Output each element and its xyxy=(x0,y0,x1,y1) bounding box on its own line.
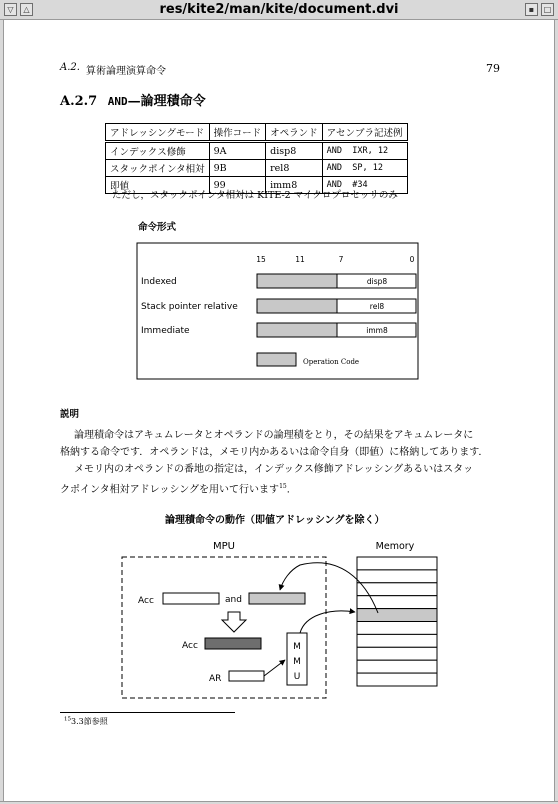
bit-label: 15 xyxy=(256,255,266,264)
table-header: オペランド xyxy=(266,124,323,142)
section-number: A.2.7 xyxy=(60,94,98,109)
table-cell: 9B xyxy=(209,160,266,177)
acc-register xyxy=(163,593,219,604)
memory-cell xyxy=(357,557,437,570)
table-cell: インデックス修飾 xyxy=(106,142,210,160)
mmu-letter: M xyxy=(293,642,301,652)
diagram-title: 論理積命令の動作（即値アドレッシングを除く） xyxy=(165,515,385,526)
section-mnemonic: AND xyxy=(107,95,128,108)
table-header: アセンブラ記述例 xyxy=(322,124,407,142)
format-row-label: Indexed xyxy=(141,277,177,287)
description-heading: 説明 xyxy=(60,409,80,420)
memory-cell xyxy=(357,634,437,647)
memory-cell xyxy=(357,660,437,673)
bit-label: 11 xyxy=(295,255,305,264)
minimize-button[interactable]: ▪ xyxy=(525,3,538,16)
table-cell: 即値 xyxy=(106,177,210,194)
ar-label: AR xyxy=(209,674,222,684)
memory-cell xyxy=(357,647,437,660)
mmu-to-memory-arrow xyxy=(300,611,355,633)
format-row-label: Stack pointer relative xyxy=(141,302,238,312)
memory-cell xyxy=(357,673,437,686)
format-row-label: Immediate xyxy=(141,326,190,336)
section-title: 論理積命令 xyxy=(140,94,206,109)
memory-cell xyxy=(357,583,437,596)
table-cell: 99 xyxy=(209,177,266,194)
header-section-name: 算術論理演算命令 xyxy=(86,66,166,77)
down-arrow-icon xyxy=(222,612,246,632)
footnote-rule xyxy=(60,712,235,713)
acc-result-label: Acc xyxy=(182,641,198,651)
memory-label: Memory xyxy=(375,541,415,552)
footnote-text: 3.3節参照 xyxy=(71,717,108,726)
ar-to-mmu-arrow xyxy=(264,660,285,676)
mmu-letter: U xyxy=(293,672,301,682)
description-end-punct: ． xyxy=(286,484,297,496)
window-title: res/kite2/man/kite/document.dvi xyxy=(159,2,399,17)
description-line: 論理積命令はアキュムレータとオペランドの論理積をとり，その結果をアキュムレータに xyxy=(74,430,474,441)
section-dash: — xyxy=(127,94,141,109)
raise-button[interactable]: △ xyxy=(20,3,33,16)
memory-cell-selected xyxy=(357,609,437,622)
memory-cell xyxy=(357,596,437,609)
acc-result-register xyxy=(205,638,261,649)
memory-cells xyxy=(357,557,437,686)
table-cell: AND #34 xyxy=(322,177,407,194)
table-note: ただし，スタックポインタ相対は KITE-2 マイクロプロセッサのみ xyxy=(112,190,398,201)
footnote xyxy=(64,716,108,727)
table-cell: imm8 xyxy=(266,177,323,194)
memory-cell xyxy=(357,570,437,583)
memory-cell xyxy=(357,622,437,635)
mpu-label: MPU xyxy=(213,541,235,552)
bit-label: 7 xyxy=(338,255,344,264)
table-cell: rel8 xyxy=(266,160,323,177)
header-section-ref: A.2. xyxy=(60,62,80,73)
table-cell: 9A xyxy=(209,142,266,160)
description-line: 格納する命令です．オペランドは，メモリ内かあるいは命令自身（即値）に格納してあります． xyxy=(60,447,489,458)
operand-field-label: disp8 xyxy=(366,277,388,286)
format-heading: 命令形式 xyxy=(138,222,177,233)
mmu-letter: M xyxy=(293,657,301,667)
menu-button[interactable]: ▽ xyxy=(4,3,17,16)
operand-field-label: imm8 xyxy=(366,326,388,335)
table-cell: disp8 xyxy=(266,142,323,160)
acc-label: Acc xyxy=(138,596,154,606)
description-line: クポインタ相対アドレッシングを用いて行います xyxy=(60,484,280,496)
ar-register xyxy=(229,671,264,681)
legend-label: Operation Code xyxy=(303,358,360,366)
footnote-mark: 15 xyxy=(64,716,71,723)
page-number: 79 xyxy=(486,62,500,75)
footnote-ref[interactable]: 15 xyxy=(279,483,287,490)
bit-label: 0 xyxy=(409,255,415,264)
and-label: and xyxy=(225,595,242,605)
operand-register xyxy=(249,593,305,604)
table-cell: AND SP, 12 xyxy=(322,160,407,177)
operand-field-label: rel8 xyxy=(369,302,385,311)
table-cell: スタックポインタ相対 xyxy=(106,160,210,177)
table-header: アドレッシングモード xyxy=(106,124,210,142)
table-cell: AND IXR, 12 xyxy=(322,142,407,160)
table-header: 操作コード xyxy=(209,124,266,142)
maximize-button[interactable]: □ xyxy=(541,3,554,16)
description-line: メモリ内のオペランドの番地の指定は，インデックス修飾アドレッシングあるいはスタッ xyxy=(74,464,474,475)
